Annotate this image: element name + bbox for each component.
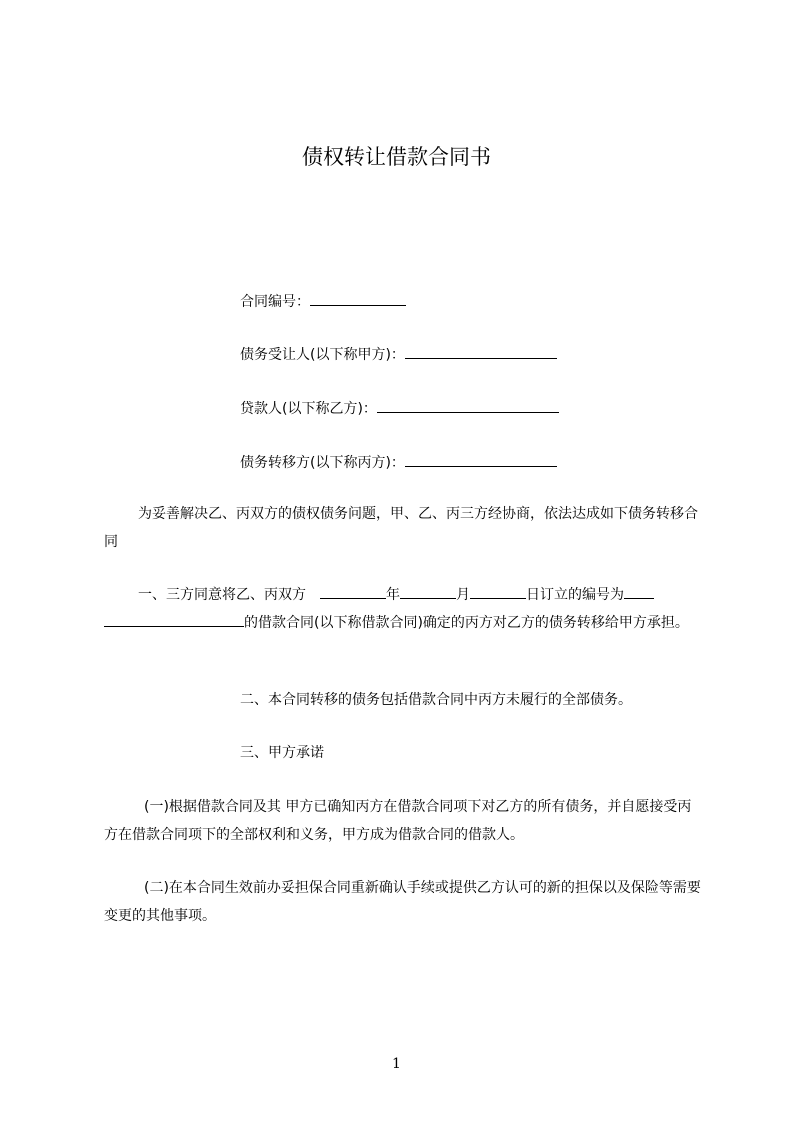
clause-3-title: 三、甲方承诺 <box>240 745 324 761</box>
number-blank-a[interactable] <box>624 584 654 599</box>
page-number: 1 <box>392 1056 401 1072</box>
month-blank[interactable] <box>400 584 456 599</box>
clause-3-item-1: (一)根据借款合同及其 甲方已确知丙方在借款合同项下对乙方的所有债务，并自愿接受丙方在借款合同项下的全部权利和义务，甲方成为借款合同的借款人。 <box>104 799 692 843</box>
party-b-blank[interactable] <box>377 398 559 413</box>
year-blank[interactable] <box>320 584 386 599</box>
party-c-label: 债务转移方(以下称丙方)： <box>240 455 405 471</box>
document-title: 债权转让借款合同书 <box>302 145 491 169</box>
day-text: 日订立的编号为 <box>526 587 624 603</box>
clause-3-item-2: (二)在本合同生效前办妥担保合同重新确认手续或提供乙方认可的新的担保以及保险等需要变更的其他事项。 <box>104 880 701 924</box>
party-a-label: 债务受让人(以下称甲方)： <box>240 347 405 363</box>
preamble-paragraph: 为妥善解决乙、丙双方的债权债务问题，甲、乙、丙三方经协商，依法达成如下债务转移合同 <box>104 506 698 550</box>
month-label: 月 <box>456 587 470 603</box>
clause-1-prefix: 一、三方同意将乙、丙双方 <box>138 587 306 603</box>
clause-1-suffix: 的借款合同(以下称借款合同)确定的丙方对乙方的债务转移给甲方承担。 <box>244 615 689 631</box>
party-b-label: 贷款人(以下称乙方)： <box>240 401 377 417</box>
party-c-blank[interactable] <box>405 452 557 467</box>
number-blank-b[interactable] <box>104 612 244 627</box>
year-label: 年 <box>386 587 400 603</box>
contract-number-blank[interactable] <box>310 291 406 306</box>
day-blank[interactable] <box>470 584 526 599</box>
clause-2-text: 二、本合同转移的债务包括借款合同中丙方未履行的全部债务。 <box>240 692 632 708</box>
contract-number-label: 合同编号： <box>240 294 310 310</box>
clause-1-paragraph <box>104 581 702 637</box>
party-a-blank[interactable] <box>405 344 557 359</box>
